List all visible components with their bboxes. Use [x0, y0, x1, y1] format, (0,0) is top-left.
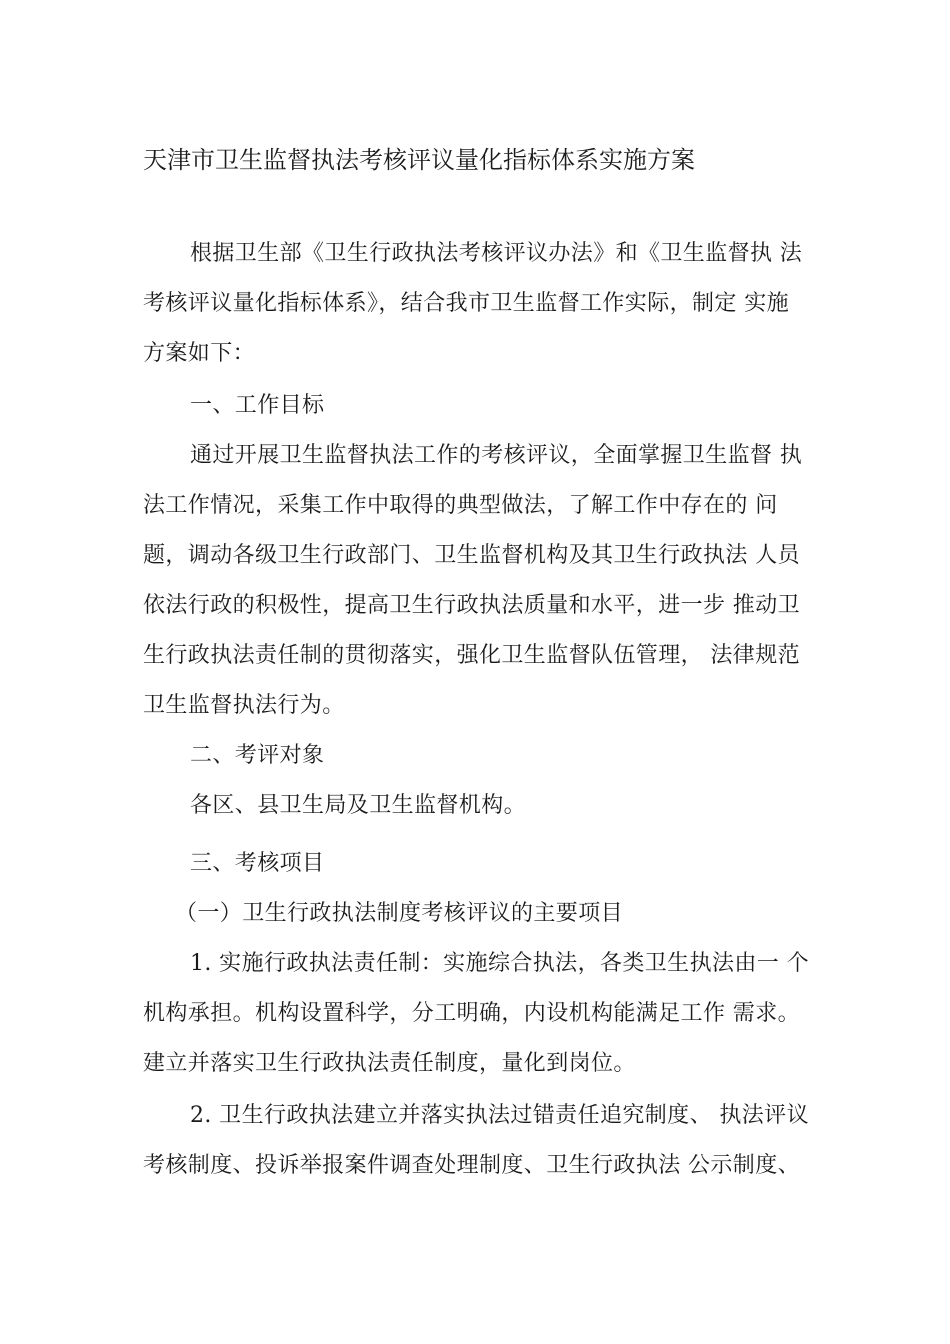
- paragraph-line: 机构承担。机构设置科学，分工明确，内设机构能满足工作 需求。: [143, 1001, 800, 1026]
- paragraph-line: 考核制度、投诉举报案件调查处理制度、卫生行政执法 公示制度、: [143, 1153, 800, 1178]
- paragraph-line: 依法行政的积极性，提高卫生行政执法质量和水平，进一步 推动卫: [143, 593, 800, 618]
- paragraph-line: 卫生监督执法行为。: [143, 693, 345, 718]
- section-heading: 一、工作目标: [190, 393, 325, 418]
- paragraph-line: 生行政执法责任制的贯彻落实，强化卫生监督队伍管理， 法律规范: [143, 643, 800, 668]
- paragraph-line: 1. 实施行政执法责任制：实施综合执法，各类卫生执法由一 个: [190, 951, 809, 976]
- paragraph-line: 考核评议量化指标体系》，结合我市卫生监督工作实际，制定 实施: [143, 291, 789, 316]
- section-heading: 二、考评对象: [190, 743, 325, 768]
- paragraph-line: 各区、县卫生局及卫生监督机构。: [190, 793, 527, 818]
- paragraph-line: 方案如下：: [143, 341, 256, 366]
- paragraph-line: 通过开展卫生监督执法工作的考核评议，全面掌握卫生监督 执: [190, 443, 803, 468]
- document-title: 天津市卫生监督执法考核评议量化指标体系实施方案: [143, 146, 695, 174]
- paragraph-line: 建立并落实卫生行政执法责任制度，量化到岗位。: [143, 1051, 636, 1076]
- paragraph-line: 题，调动各级卫生行政部门、卫生监督机构及其卫生行政执法 人员: [143, 543, 800, 568]
- paragraph-line: 根据卫生部《卫生行政执法考核评议办法》和《卫生监督执 法: [190, 241, 803, 266]
- paragraph-line: 法工作情况，采集工作中取得的典型做法，了解工作中存在的 问: [143, 493, 778, 518]
- subsection-heading: （一）卫生行政执法制度考核评议的主要项目: [175, 901, 624, 926]
- section-heading: 三、考核项目: [190, 851, 325, 876]
- paragraph-line: 2. 卫生行政执法建立并落实执法过错责任追究制度、 执法评议: [190, 1103, 809, 1128]
